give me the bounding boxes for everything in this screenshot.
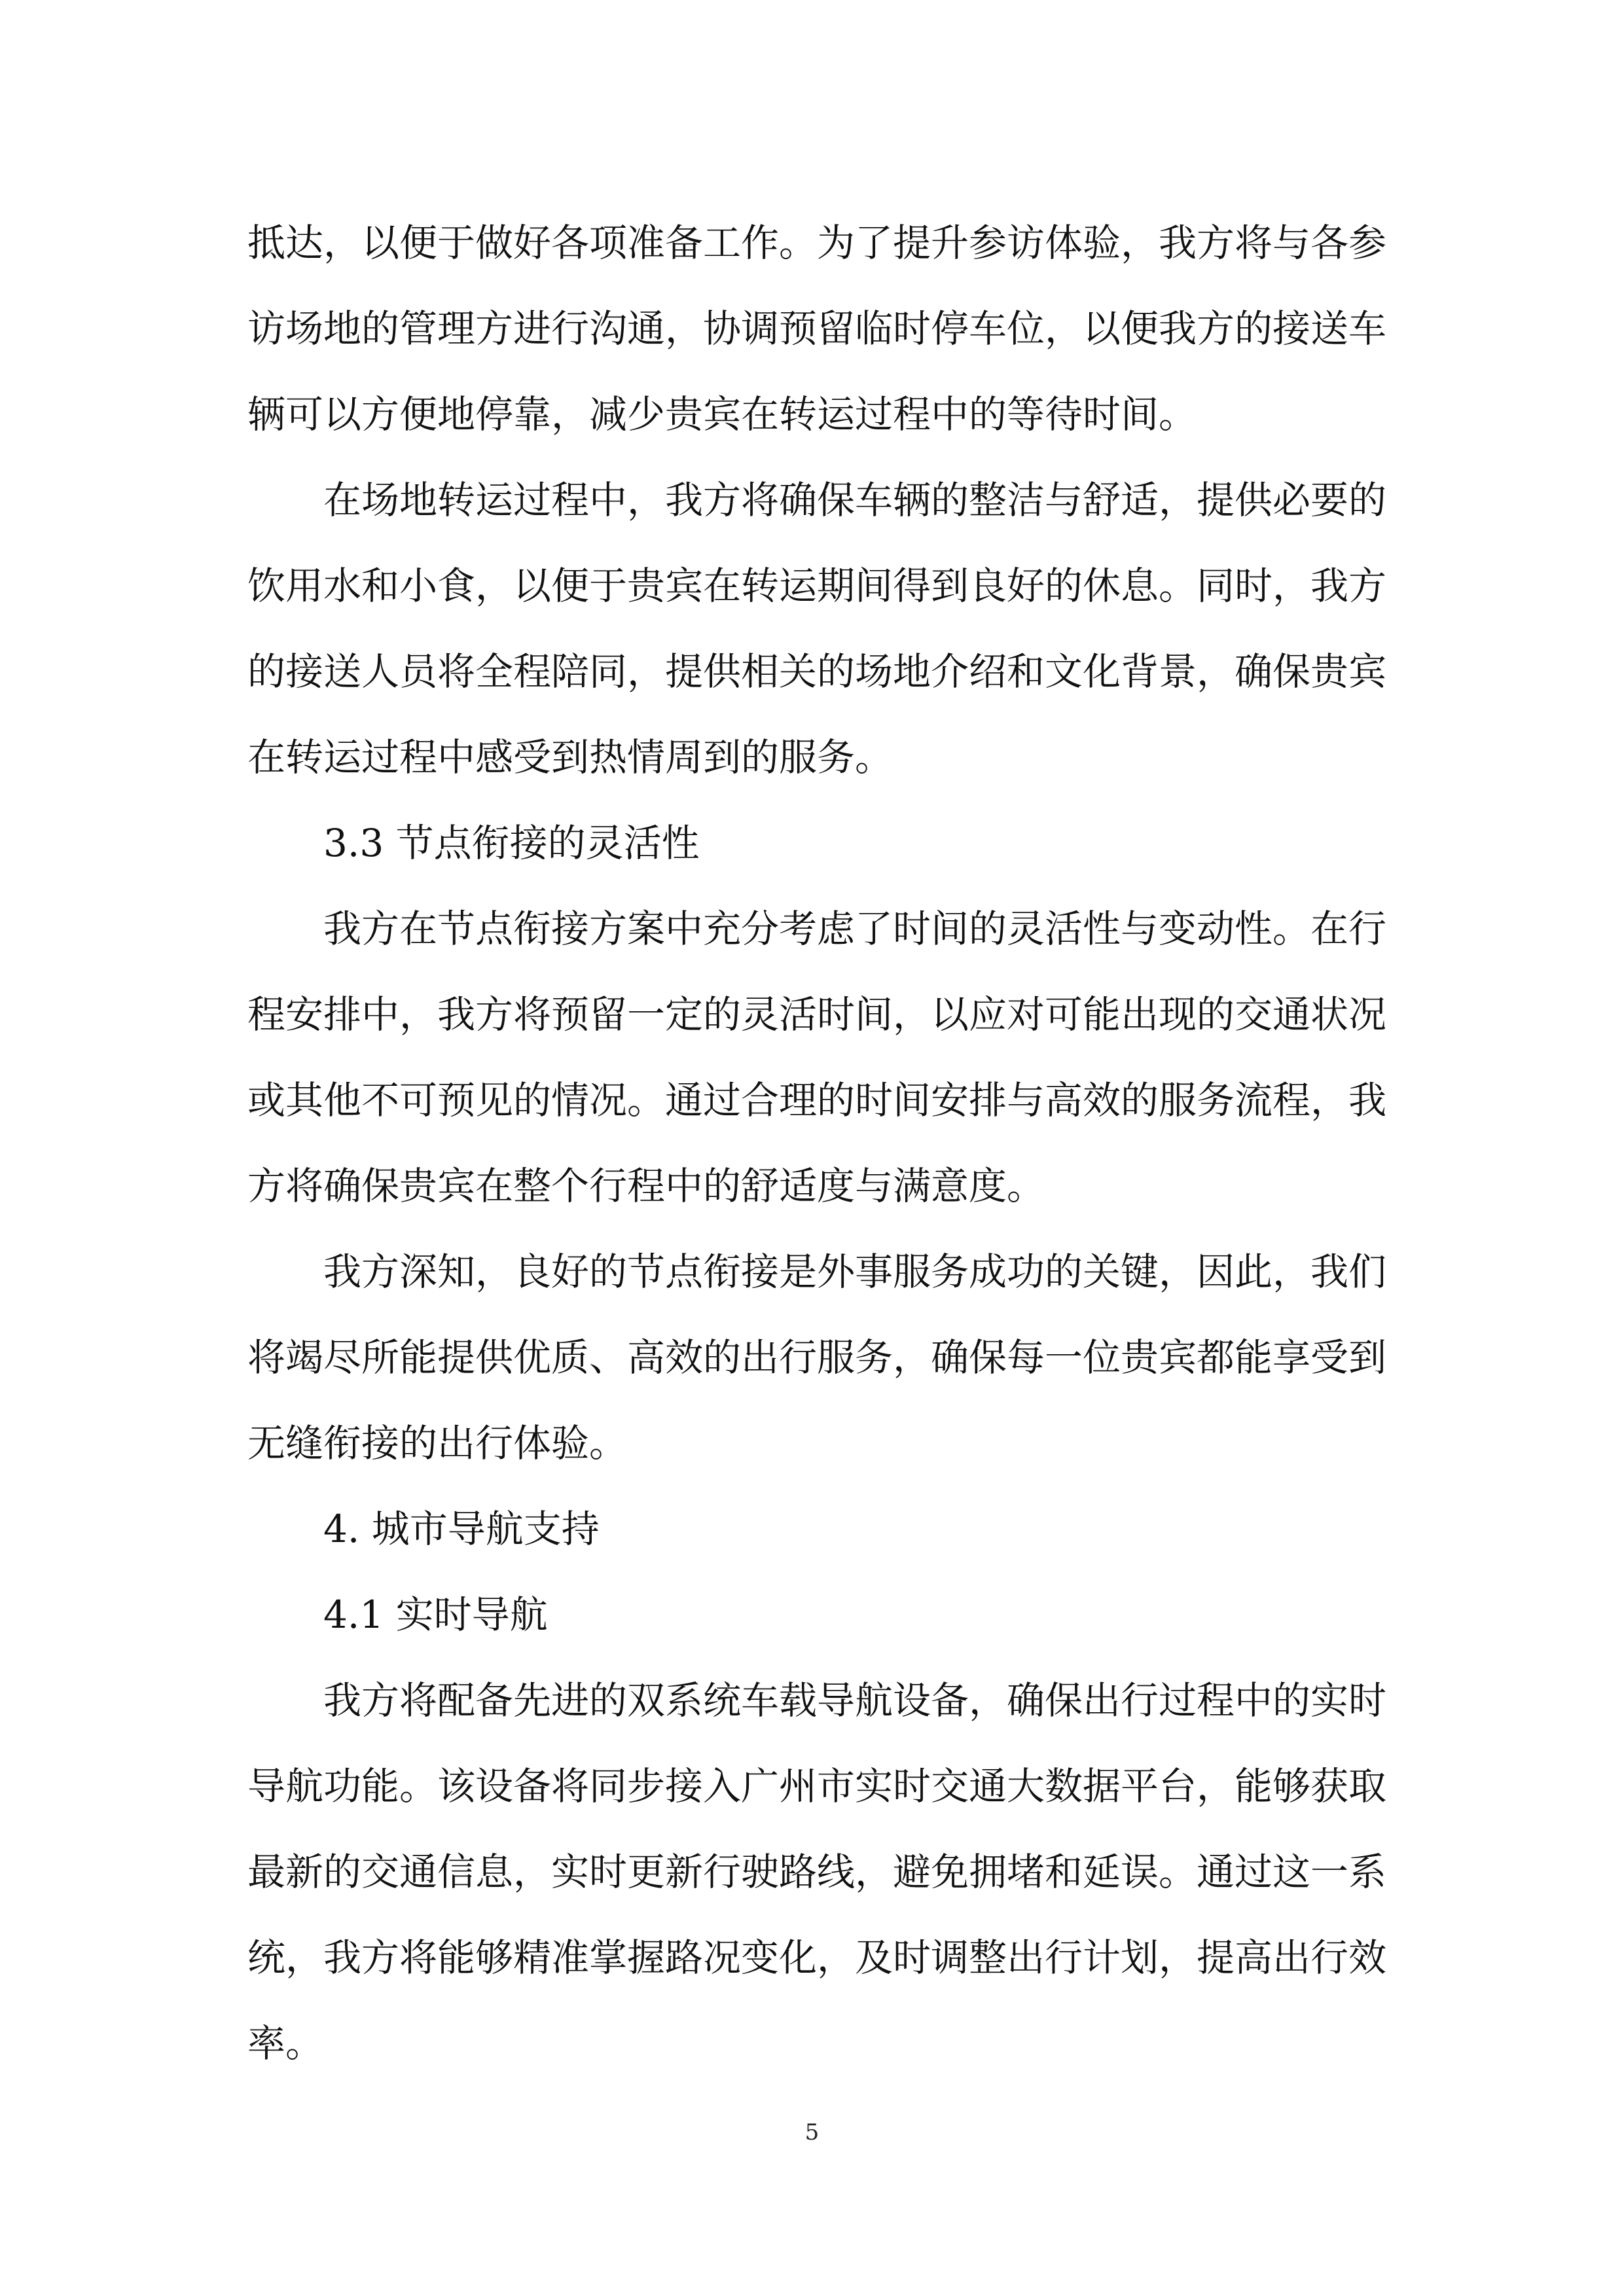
section-heading: 3.3 节点衔接的灵活性: [323, 821, 700, 865]
paragraph: 抵达，以便于做好各项准备工作。为了提升参访体验，我方将与各参访场地的管理方进行沟通，协调预留临时停车位，以便我方的接送车辆可以方便地停靠，减少贵宾在转运过程中的等待时间。: [247, 221, 1387, 437]
document-body: [247, 200, 1386, 2087]
section-heading: 4. 城市导航支持: [323, 1507, 600, 1551]
page-number: 5: [804, 2119, 820, 2145]
subsection-heading: 4.1 实时导航: [323, 1592, 548, 1637]
paragraph: 在场地转运过程中，我方将确保车辆的整洁与舒适，提供必要的饮用水和小食，以便于贵宾在转运期间得到良好的休息。同时，我方的接送人员将全程陪同，提供相关的场地介绍和文化背景，确保贵宾在转运过程中感受到热情周到的服务。: [247, 478, 1387, 780]
paragraph: 我方在节点衔接方案中充分考虑了时间的灵活性与变动性。在行程安排中，我方将预留一定的灵活时间，以应对可能出现的交通状况或其他不可预见的情况。通过合理的时间安排与高效的服务流程，我方将确保贵宾在整个行程中的舒适度与满意度。: [247, 906, 1387, 1208]
paragraph: 我方深知，良好的节点衔接是外事服务成功的关键，因此，我们将竭尽所能提供优质、高效的出行服务，确保每一位贵宾都能享受到无缝衔接的出行体验。: [247, 1249, 1387, 1465]
paragraph: 我方将配备先进的双系统车载导航设备，确保出行过程中的实时导航功能。该设备将同步接入广州市实时交通大数据平台，能够获取最新的交通信息，实时更新行驶路线，避免拥堵和延误。通过这一系统，我方将能够精准掌握路况变化，及时调整出行计划，提高出行效率。: [247, 1678, 1387, 2066]
